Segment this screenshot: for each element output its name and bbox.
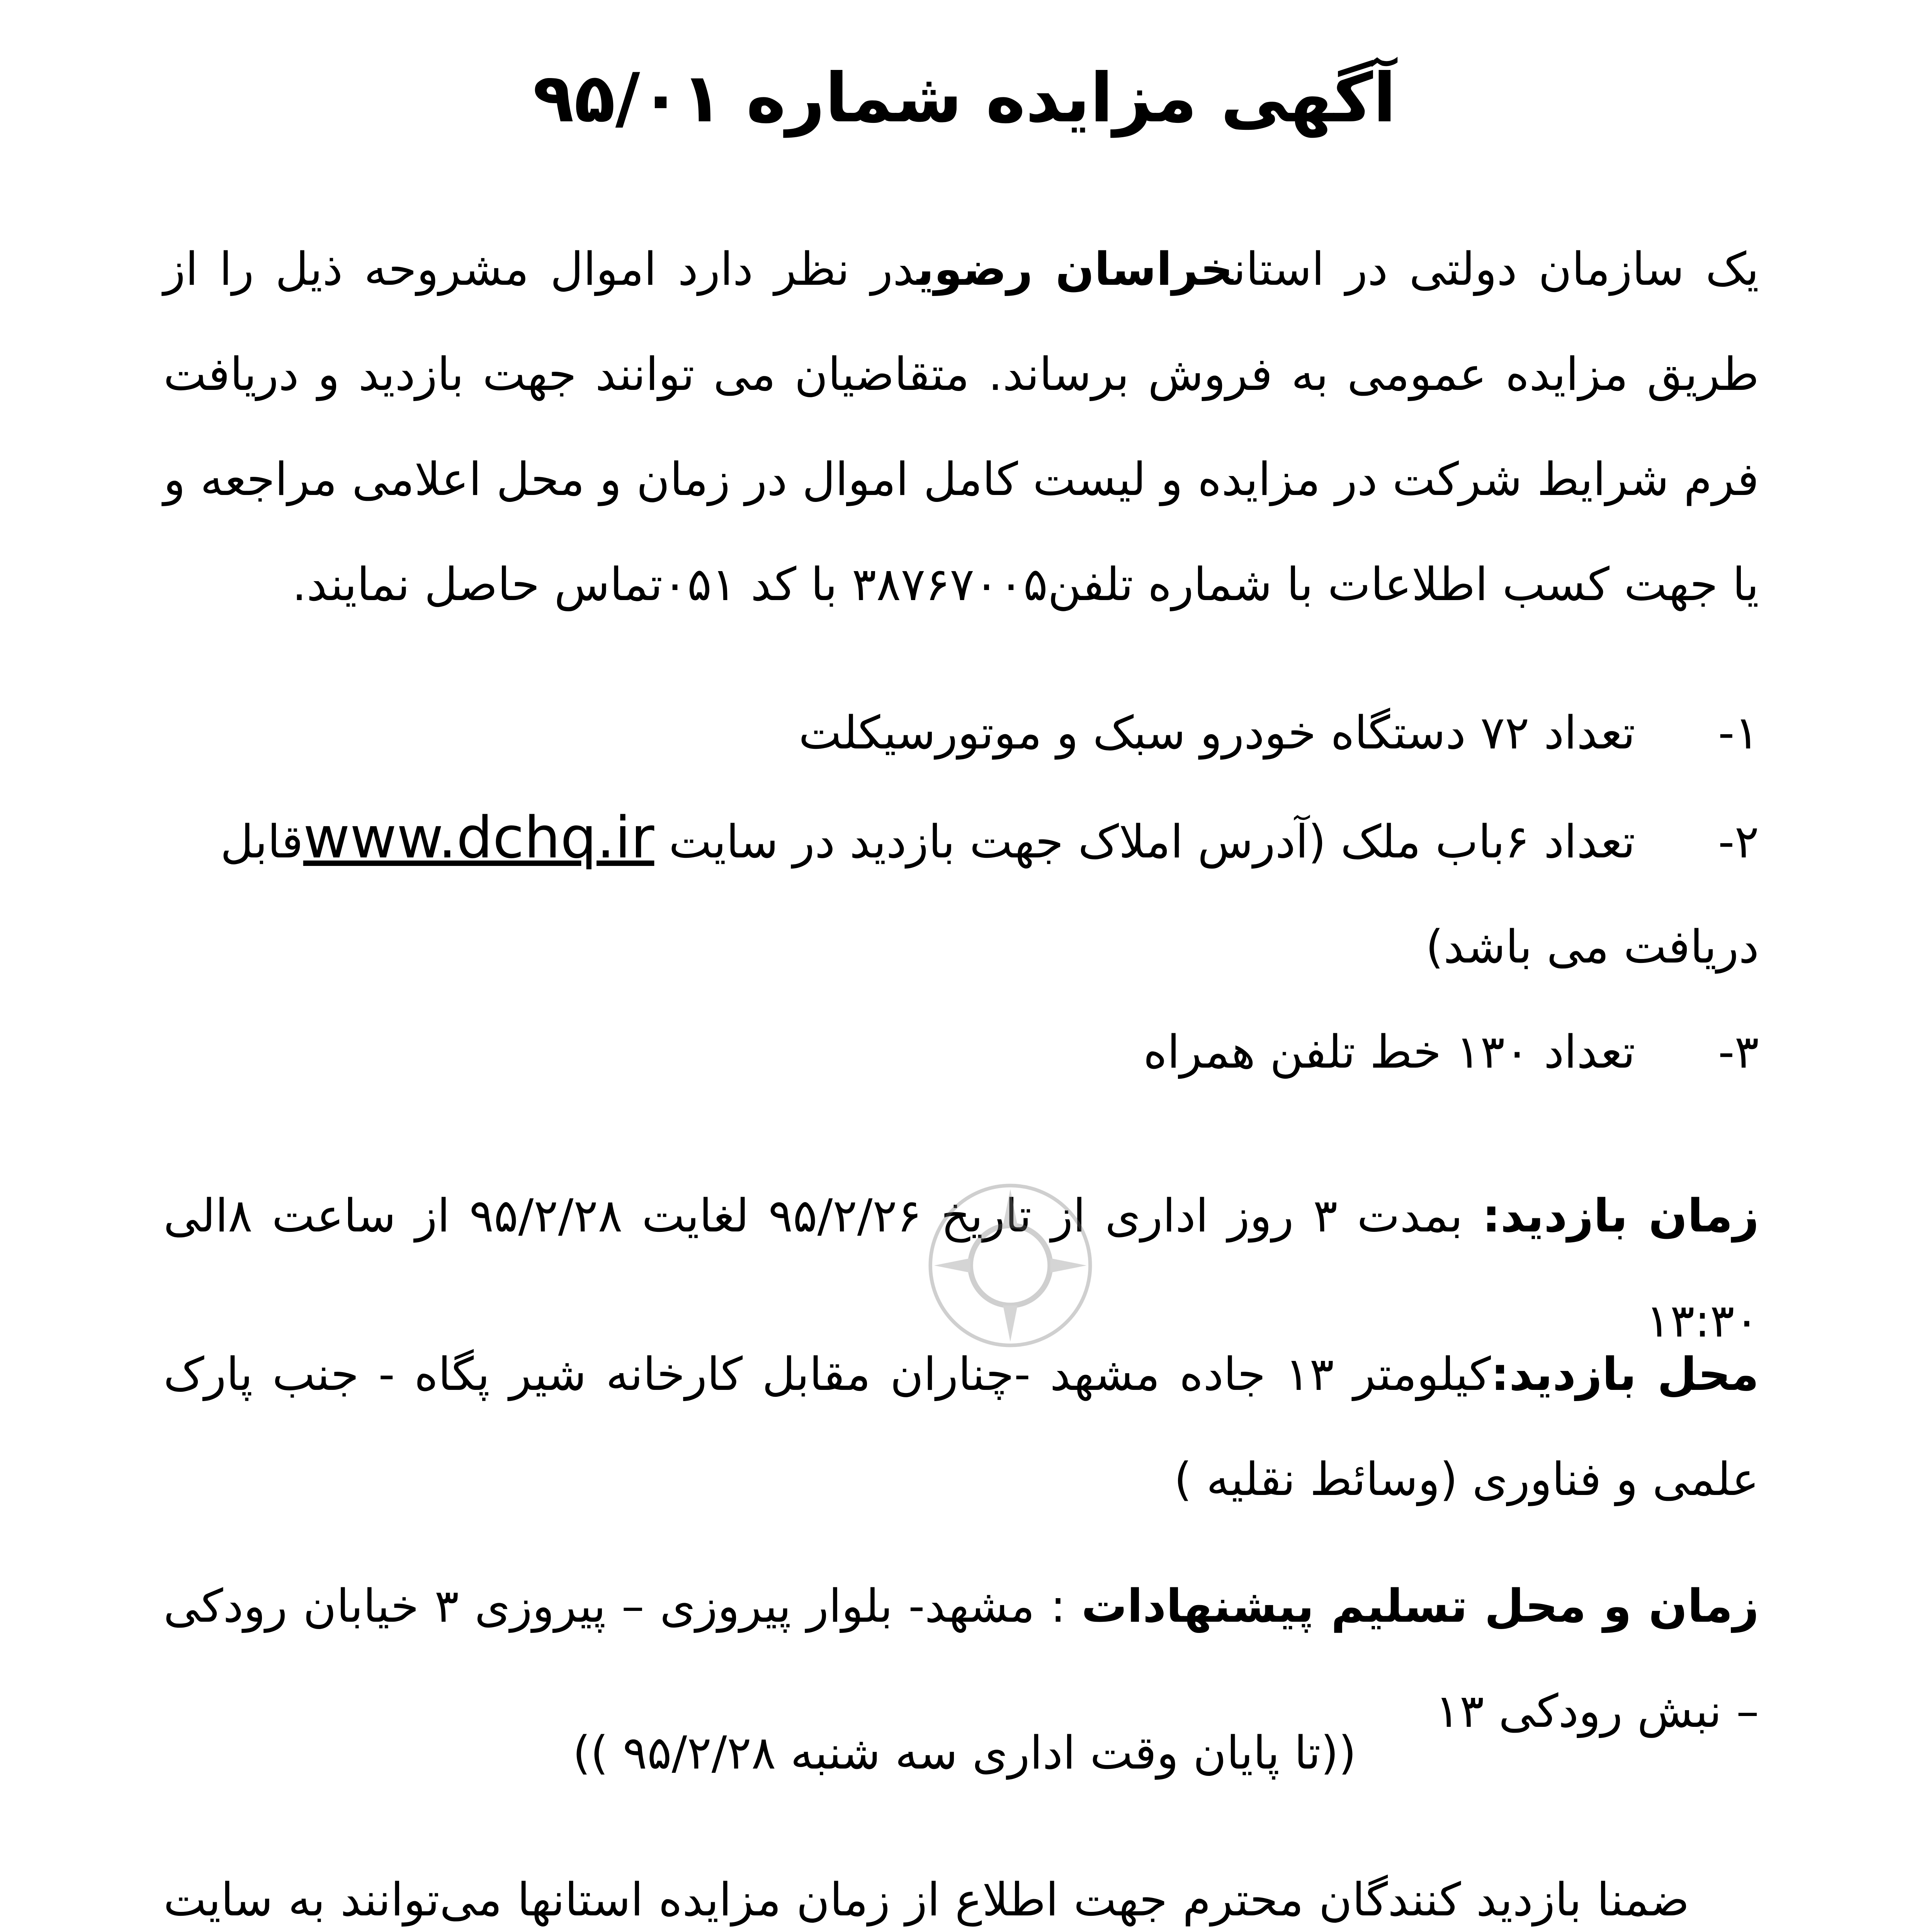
website-note — [163, 1847, 1689, 1932]
visit-time-label: زمان بازدید: — [1482, 1189, 1759, 1242]
submission-deadline: ((تا پایان وقت اداری سه شنبه ۹۵/۲/۲۸ )) — [573, 1726, 1356, 1779]
list-item — [163, 680, 1759, 785]
website-note-part1: ضمنا بازدید کنندگان محترم جهت اطلاع از زمان مزایده استانها می‌توانند به سایت — [163, 1873, 1689, 1926]
submission-text: : مشهد- بلوار پیروزی – پیروزی ۳ خیابان رودکی – نبش رودکی ۱۳ — [163, 1579, 1759, 1738]
visit-place-text: کیلومتر ۱۳ جاده مشهد -چناران مقابل کارخانه شیر پگاه - جنب پارک علمی و فناوری (وسائط نقلیه ) — [163, 1347, 1759, 1506]
list-item-text: تعداد ۱۳۰ خط تلفن همراه — [1143, 1025, 1635, 1078]
website-link[interactable]: www.dchq.ir — [303, 804, 654, 871]
visit-place — [163, 1321, 1759, 1532]
list-item-number: ۳- — [1718, 1025, 1759, 1078]
list-item-text: تعداد ۷۲ دستگاه خودرو سبک و موتورسیکلت — [799, 706, 1635, 759]
page-title: آگهی مزایده شماره ۹۵/۰۱ — [533, 59, 1396, 138]
list-item-text-after: قابل دریافت می باشد) — [220, 815, 1759, 973]
list-item-number: ۱- — [1718, 706, 1759, 759]
list-item — [163, 785, 1759, 999]
intro-paragraph — [163, 216, 1759, 637]
visit-time-text: بمدت ۳ روز اداری از تاریخ ۹۵/۲/۲۶ لغایت ۹۵/۲/۲۸ از ساعت ۸الی ۱۳:۳۰ — [163, 1189, 1759, 1347]
visit-place-label: محل بازدید: — [1491, 1347, 1759, 1401]
assets-list — [163, 680, 1759, 1104]
province-name: خراسان رضوی — [917, 242, 1233, 296]
intro-part1: یک سازمان دولتی در استان — [1233, 242, 1759, 296]
intro-part2: در نظر دارد اموال مشروحه ذیل را از طریق مزایده عمومی به فروش برساند. متقاضیان می توانند جهت بازدید و دریافت فرم شرایط شرکت در مزایده و لیست کامل اموال در زمان و محل اعلامی مراجعه و یا جهت کسب اطلاعات با شماره تلفن۳۸۷۶۷۰۰۵ با کد ۰۵۱تماس حاصل نمایند. — [163, 242, 1759, 611]
submission-label: زمان و محل تسلیم پیشنهادات — [1081, 1579, 1759, 1633]
list-item — [163, 999, 1759, 1104]
list-item-text: تعداد ۶باب ملک (آدرس املاک جهت بازدید در سایت — [654, 815, 1635, 868]
list-item-number: ۲- — [1718, 815, 1759, 868]
